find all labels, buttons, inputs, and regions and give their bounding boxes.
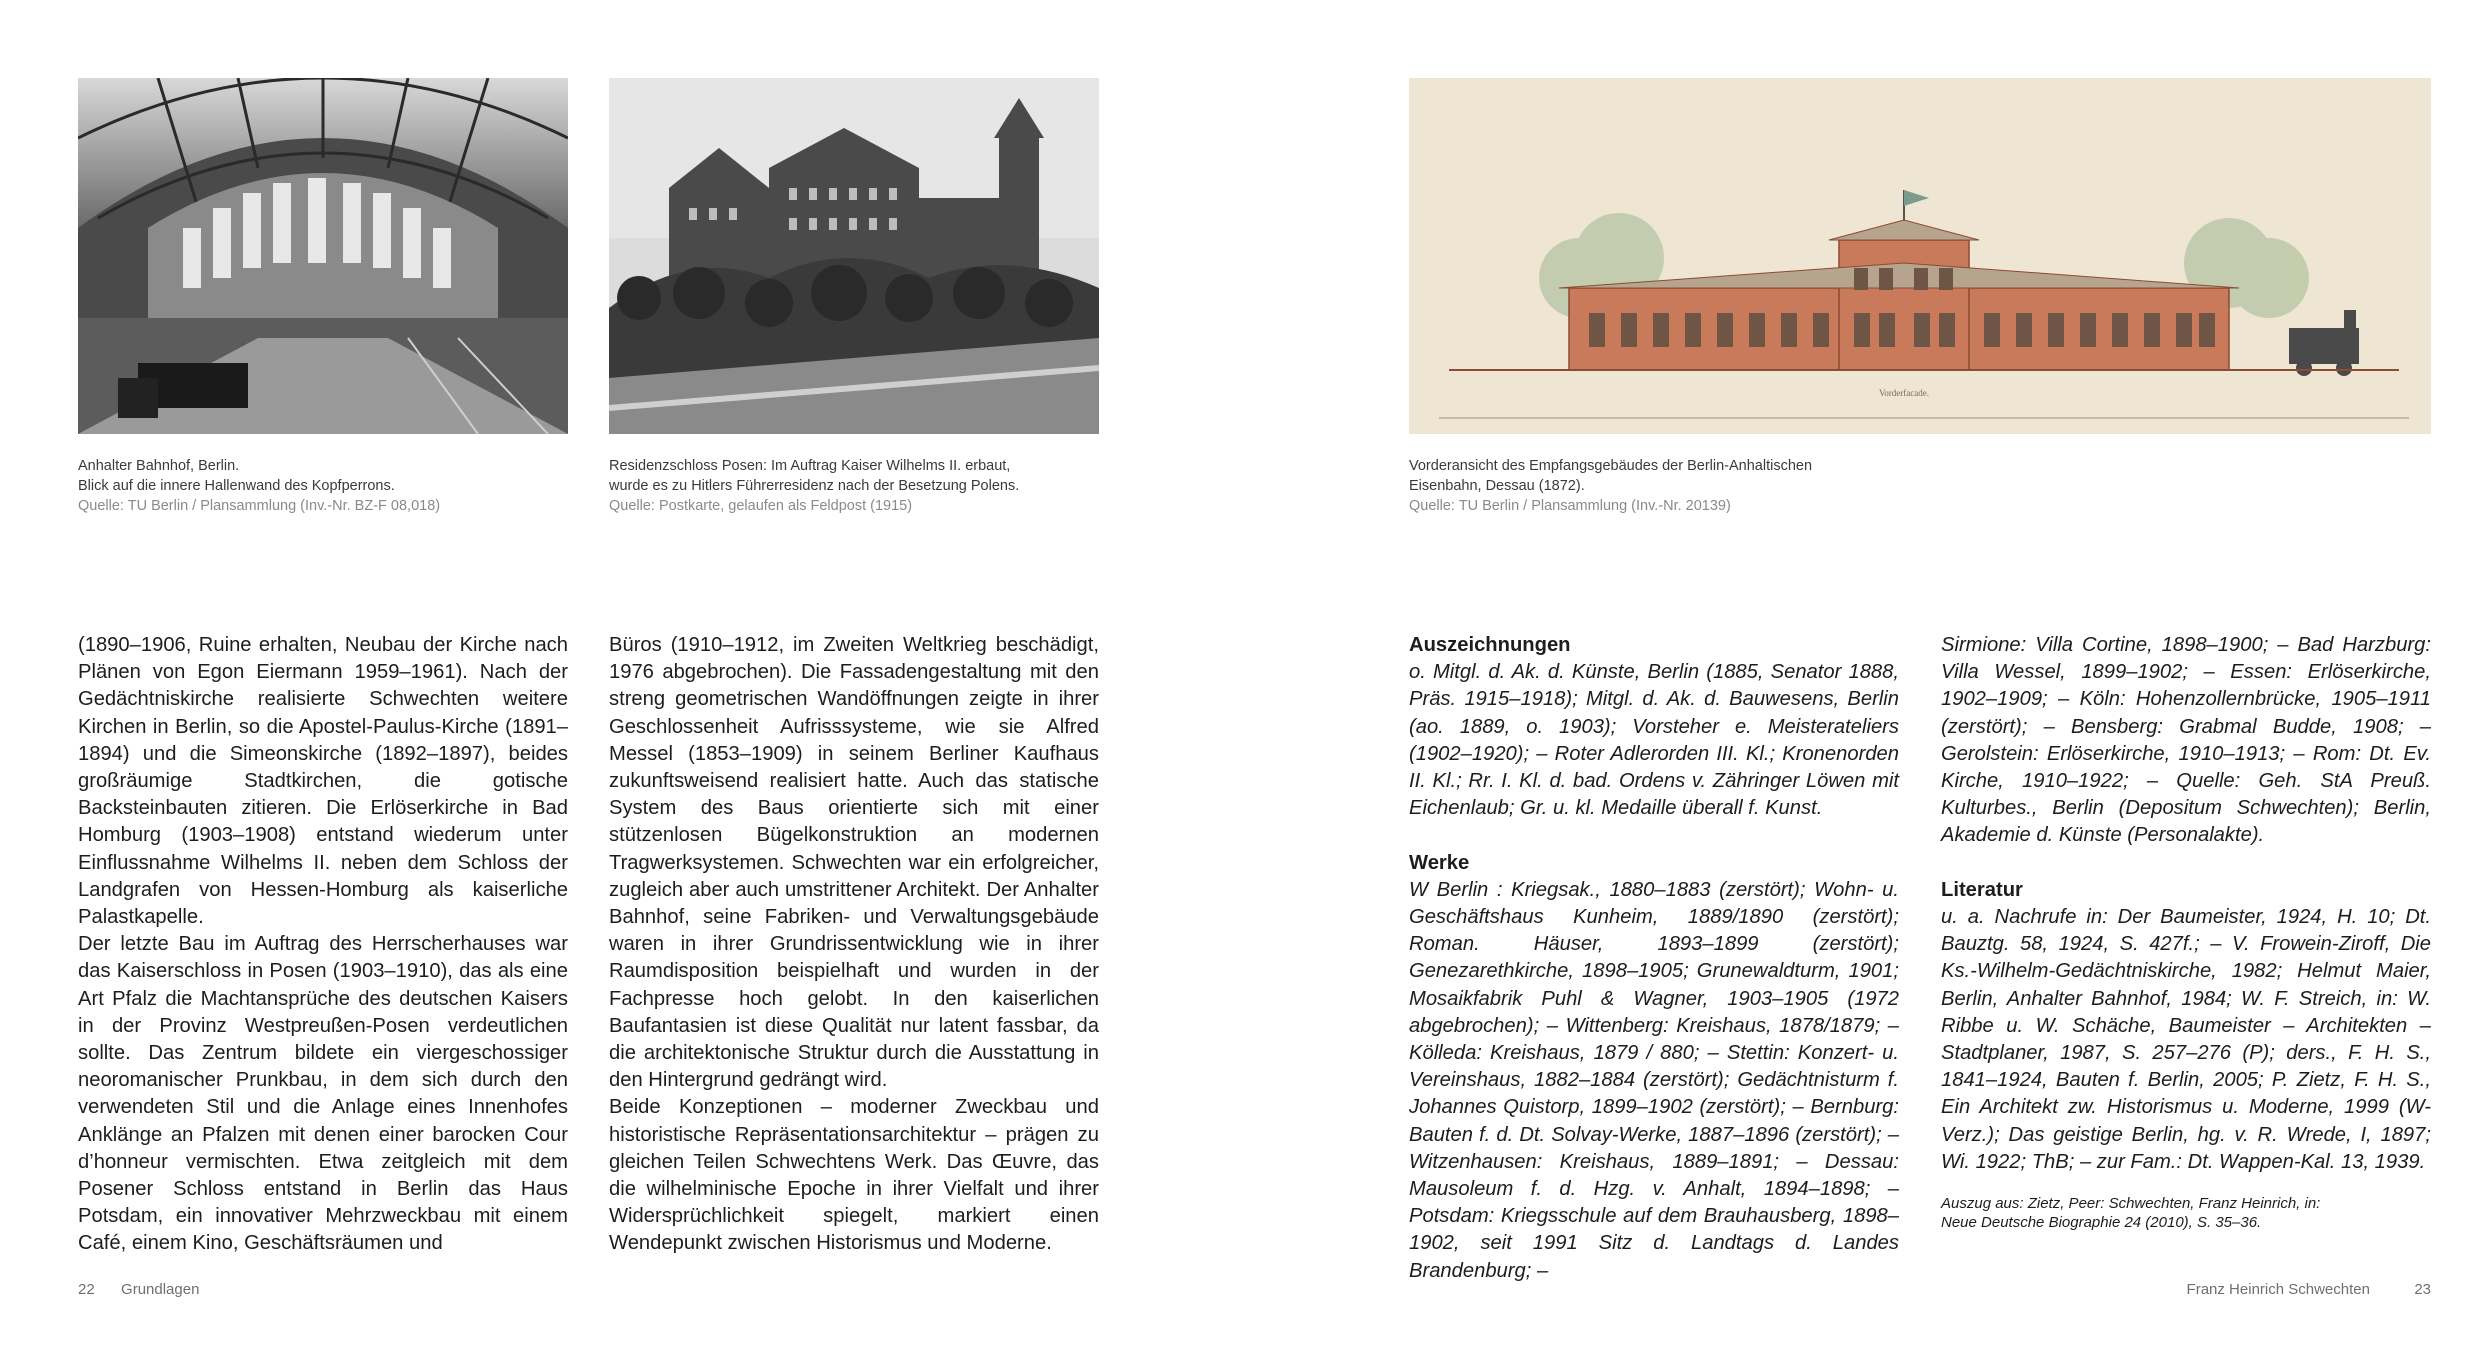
source-note-line: Auszug aus: Zietz, Peer: Schwechten, Franz Heinrich, in: xyxy=(1941,1195,2321,1213)
paragraph: Büros (1910–1912, im Zweiten Weltkrieg beschädigt, 1976 abgebrochen). Die Fassadengestaltung mit den streng geometrischen Wandöffnungen zeigte in ihrer Geschlossenheit Aufrisssysteme, wie sie Alfred Messel (1853–1909) in seinem Berliner Kaufhaus zukunftsweisend realisiert hatte. Auch das statische System des Baus orientierte sich mit einer stützenlosen Bügelkonstruktion an modernen Tragwerksystemen. Schwechten war ein erfolgreicher, zugleich aber auch umstrittener Architekt. Der Anhalter Bahnhof, seine Fabriken- und Verwaltungsgebäude waren in ihrer Grundrissentwicklung wie in ihrer Raumdisposition beispielhaft und wurden in der Fachpresse hoch gelobt. In den kaiserlichen Baufantasien ist diese Qualität nur latent fassbar, da die architektonische Struktur durch die Ausstattung in den Hintergrund gedrängt wird. xyxy=(609,634,1099,1092)
caption-source: Quelle: TU Berlin / Plansammlung (Inv.-Nr. BZ-F 08,018) xyxy=(78,498,441,514)
drawing-empfangsgebaeude-dessau xyxy=(1409,78,2431,434)
caption-photo-2 xyxy=(609,456,1019,516)
running-title: Grundlagen xyxy=(121,1281,200,1298)
caption-line: wurde es zu Hitlers Führerresidenz nach der Besetzung Polens. xyxy=(609,478,1020,494)
body-column-4 xyxy=(1941,632,2431,1232)
drawing-label: Vorderfacade. xyxy=(1878,388,1930,398)
section-heading: Literatur xyxy=(1941,878,2023,901)
source-note xyxy=(1941,1194,2431,1232)
body-column-2 xyxy=(609,632,1099,1258)
caption-photo-1 xyxy=(78,456,440,516)
folio-right xyxy=(2187,1280,2431,1300)
paragraph: Sirmione: Villa Cortine, 1898–1900; – Bad Harzburg: Villa Wessel, 1899–1902; – Essen: Erlöserkirche, 1902–1909; – Köln: Hohenzollernbrücke, 1905–1911 (zerstört); – Bensberg: Grabmal Budde, 1908; – Gerolstein: Erlöserkirche, 1910–1913; – Rom: Dt. Ev. Kirche, 1910–1922; – Quelle: Geh. StA Preuß. Kulturbes., Berlin (Depositum Schwechten); Berlin, Akademie d. Künste (Personalakte). xyxy=(1941,634,2431,847)
running-title: Franz Heinrich Schwechten xyxy=(2186,1281,2370,1298)
folio-left xyxy=(78,1280,199,1300)
caption-line: Blick auf die innere Hallenwand des Kopfperrons. xyxy=(78,478,395,494)
page-number: 22 xyxy=(78,1281,95,1298)
body-column-3 xyxy=(1409,632,1899,1285)
body-column-1 xyxy=(78,632,568,1258)
caption-line: Eisenbahn, Dessau (1872). xyxy=(1409,478,1585,494)
caption-drawing-3 xyxy=(1409,456,1812,516)
page-number: 23 xyxy=(2414,1281,2431,1298)
paragraph: (1890–1906, Ruine erhalten, Neubau der Kirche nach Plänen von Egon Eiermann 1959–1961). Nach der Gedächtniskirche realisierte Schwechten weitere Kirchen in Berlin, so die Apostel-Paulus-Kirche (1891–1894) und die Simeonskirche (1892–1897), beides großräumige Stadtkirchen, die gotische Backsteinbauten zitieren. Die Erlöserkirche in Bad Homburg (1903–1908) entstand wiederum unter Einflussnahme Wilhelms II. neben dem Schloss der Landgrafen von Hessen-Homburg als kaiserliche Palastkapelle. xyxy=(78,634,568,929)
section-heading: Werke xyxy=(1409,851,1470,874)
caption-line: Vorderansicht des Empfangsgebäudes der Berlin-Anhaltischen xyxy=(1409,458,1813,474)
source-note-line: Neue Deutsche Biographie 24 (2010), S. 35–36. xyxy=(1941,1214,2262,1232)
paragraph: Der letzte Bau im Auftrag des Herrscherhauses war das Kaiserschloss in Posen (1903–1910), das als eine Art Pfalz die Machtansprüche des deutschen Kaisers in der Provinz Westpreußen-Posen verdeutlichen sollte. Das Zentrum bildete ein viergeschossiger neoromanischer Prunkbau, in dem sich durch den verwendeten Stil und die Anlage eines Innenhofes Anklänge an Pfalzen mit denen einer barocken Cour d’honneur vermischten. Etwa zeitgleich mit dem Posener Schloss entstand in Berlin das Haus Potsdam, ein innovativer Mehrzweckbau mit einem Café, einem Kino, Geschäftsräumen und xyxy=(78,933,568,1255)
paragraph: W Berlin : Kriegsak., 1880–1883 (zerstört); Wohn- u. Geschäftshaus Kunheim, 1889/1890 (zerstört); Roman. Häuser, 1893–1899 (zerstört); Genezarethkirche, 1898–1905; Grunewaldturm, 1901; Mosaikfabrik Puhl & Wagner, 1903–1905 (1972 abgebrochen); – Wittenberg: Kreishaus, 1878/1879; – Kölleda: Kreishaus, 1879 / 880; – Stettin: Konzert- u. Vereinshaus, 1882–1884 (zerstört); Gedächtnisturm f. Johannes Quistorp, 1899–1902 (zerstört); – Bernburg: Bauten f. d. Dt. Solvay-Werke, 1887–1896 (zerstört); – Witzenhausen: Kreishaus, 1889–1891; – Dessau: Mausoleum f. d. Hzg. v. Anhalt, 1894–1898; – Potsdam: Kriegsschule auf dem Brauhausberg, 1898–1902, seit 1991 Sitz d. Landtags d. Landes Brandenburg; – xyxy=(1409,878,1899,1282)
caption-source: Quelle: TU Berlin / Plansammlung (Inv.-Nr. 20139) xyxy=(1409,498,1731,514)
caption-line: Residenzschloss Posen: Im Auftrag Kaiser Wilhelms II. erbaut, xyxy=(609,458,1011,474)
section-heading: Auszeichnungen xyxy=(1409,634,1571,656)
photo-anhalter-bahnhof xyxy=(78,78,568,434)
caption-source: Quelle: Postkarte, gelaufen als Feldpost (1915) xyxy=(609,498,913,514)
paragraph: o. Mitgl. d. Ak. d. Künste, Berlin (1885, Senator 1888, Präs. 1915–1918); Mitgl. d. Ak. d. Bauwesens, Berlin (ao. 1889, o. 1903); Vorsteher e. Meisterateliers (1902–1920); – Roter Adlerorden III. Kl.; Kronenorden II. Kl.; Rr. I. Kl. d. bad. Ordens v. Zähringer Löwen mit Eichenlaub; Gr. u. kl. Medaille überall f. Kunst. xyxy=(1409,661,1899,820)
caption-line: Anhalter Bahnhof, Berlin. xyxy=(78,458,240,474)
paragraph: Beide Konzeptionen – moderner Zweckbau und historistische Repräsentationsarchitektur – prägen zu gleichen Teilen Schwechtens Werk. Das Œuvre, das die wilhelminische Epoche in ihrer Vielfalt und ihrer Widersprüchlichkeit spiegelt, markiert einen Wendepunkt zwischen Historismus und Moderne. xyxy=(609,1096,1099,1255)
paragraph: u. a. Nachrufe in: Der Baumeister, 1924, H. 10; Dt. Bauztg. 58, 1924, S. 427f.; – V. Frowein-Ziroff, Die Ks.-Wilhelm-Gedächtniskirche, 1982; Helmut Maier, Berlin, Anhalter Bahnhof, 1984; W. F. Streich, in: W. Ribbe u. W. Schäche, Baumeister – Architekten – Stadtplaner, 1987, S. 257–276 (P); ders., F. H. S., 1841–1924, Bauten f. Berlin, 2005; P. Zietz, F. H. S., Ein Architekt zw. Historismus u. Moderne, 1999 (W-Verz.); Das geistige Berlin, hg. v. R. Wrede, I, 1897; Wi. 1922; ThB; – zur Fam.: Dt. Wappen-Kal. 13, 1939. xyxy=(1941,906,2431,1173)
photo-residenzschloss-posen xyxy=(609,78,1099,434)
